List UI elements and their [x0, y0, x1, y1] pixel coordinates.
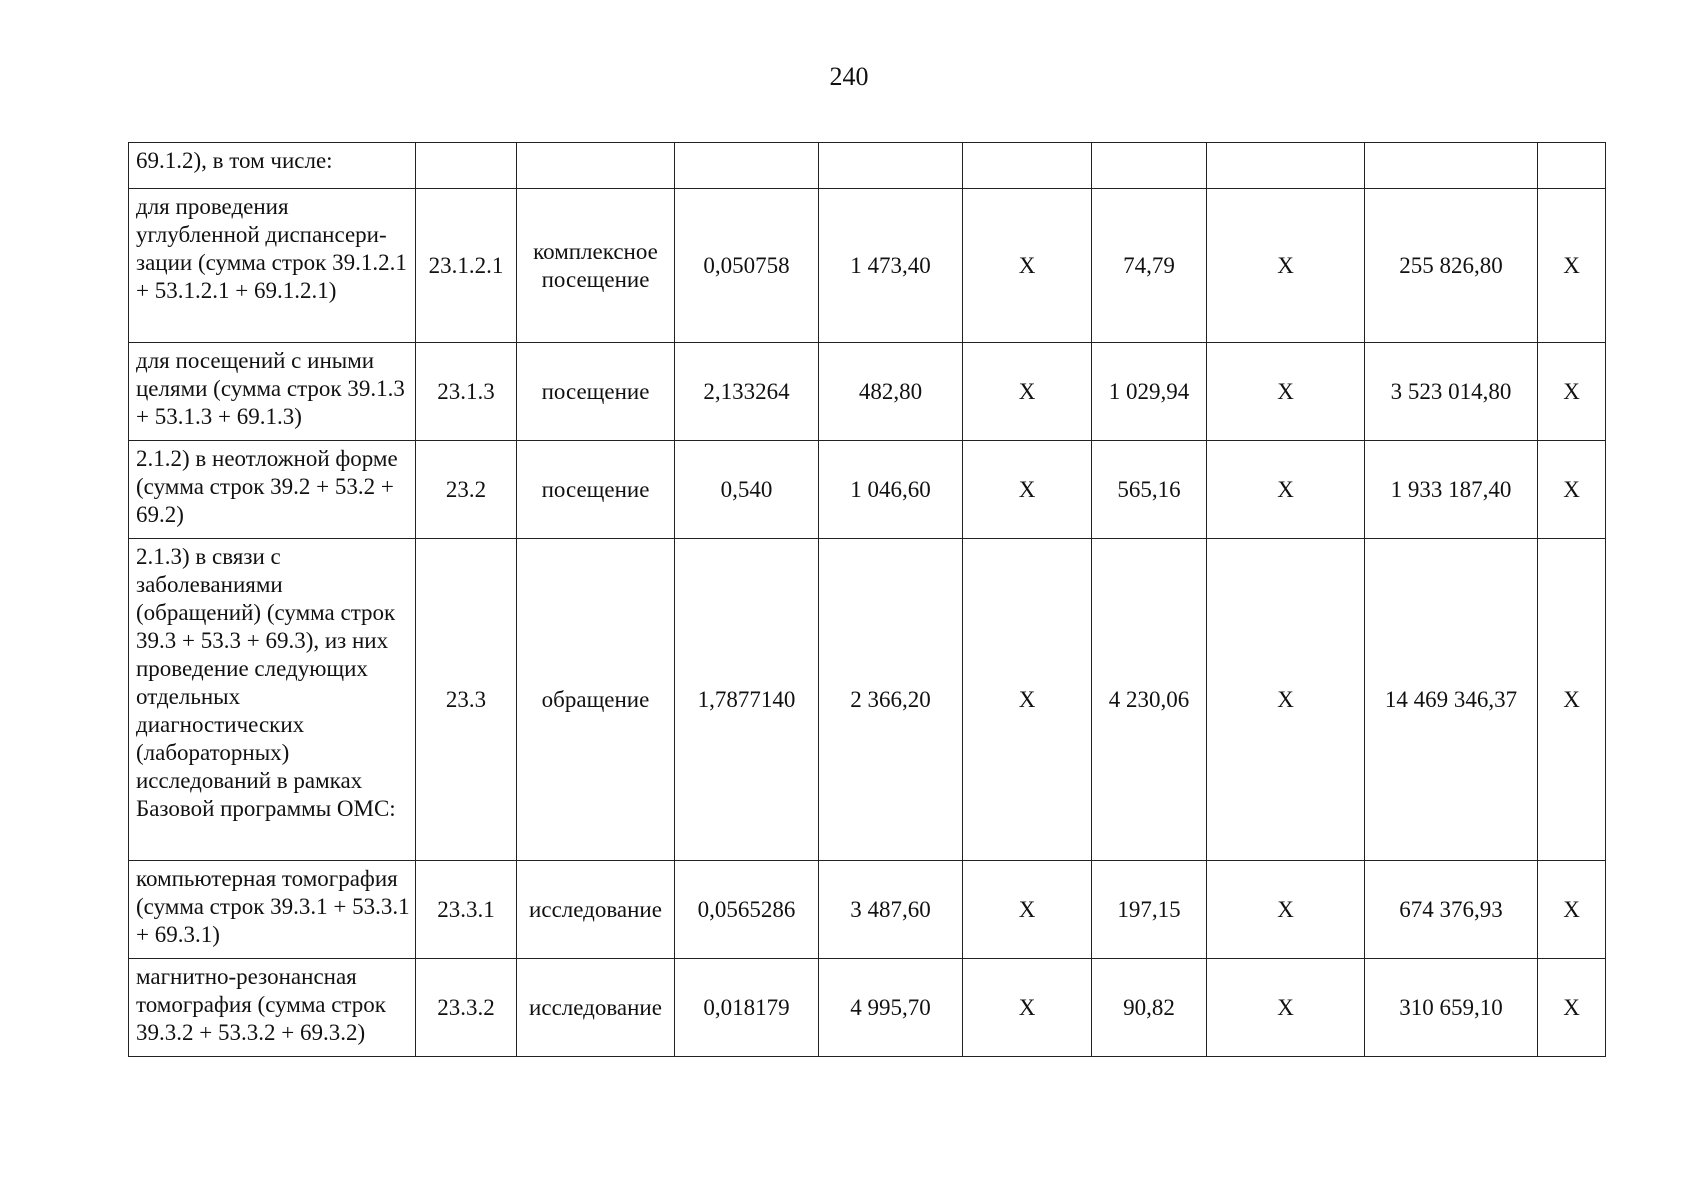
row-name-cell: для проведения углубленной диспансери-зации (сумма строк 39.1.2.1 + 53.1.2.1 + 69.1.2.1)	[129, 189, 416, 343]
row-value-cell: 0,050758	[675, 189, 819, 343]
table-row	[129, 189, 1606, 343]
data-table	[128, 142, 1606, 1057]
row-value-cell: 0,540	[675, 441, 819, 539]
row-value-cell	[819, 143, 963, 189]
row-code-cell: 23.3.2	[416, 959, 517, 1057]
row-code-cell: 23.1.2.1	[416, 189, 517, 343]
row-value-cell: 1 933 187,40	[1365, 441, 1538, 539]
row-code-cell	[416, 143, 517, 189]
row-value-cell: X	[1538, 441, 1606, 539]
table-row	[129, 861, 1606, 959]
row-value-cell: X	[963, 959, 1092, 1057]
row-value-cell: X	[1538, 189, 1606, 343]
row-value-cell: X	[1207, 861, 1365, 959]
row-value-cell: X	[963, 189, 1092, 343]
table-row	[129, 539, 1606, 861]
row-value-cell: 3 523 014,80	[1365, 343, 1538, 441]
row-value-cell: 74,79	[1092, 189, 1207, 343]
row-value-cell: X	[963, 539, 1092, 861]
row-unit-cell: исследование	[517, 959, 675, 1057]
row-value-cell: 3 487,60	[819, 861, 963, 959]
row-value-cell: X	[963, 343, 1092, 441]
row-value-cell: 1,7877140	[675, 539, 819, 861]
row-value-cell	[1207, 143, 1365, 189]
row-code-cell: 23.3	[416, 539, 517, 861]
table-row	[129, 143, 1606, 189]
row-value-cell: 0,0565286	[675, 861, 819, 959]
row-value-cell: X	[1538, 959, 1606, 1057]
row-value-cell: X	[1538, 539, 1606, 861]
row-unit-cell: исследование	[517, 861, 675, 959]
row-value-cell: X	[963, 861, 1092, 959]
row-name-cell: 2.1.2) в неотложной форме (сумма строк 39.2 + 53.2 + 69.2)	[129, 441, 416, 539]
row-value-cell: 565,16	[1092, 441, 1207, 539]
row-value-cell: X	[1207, 343, 1365, 441]
row-name-cell: 2.1.3) в связи с заболеваниями (обращений) (сумма строк 39.3 + 53.3 + 69.3), из них проведение следующих отдельных диагностических (лабораторных) исследований в рамках Базовой программы ОМС:	[129, 539, 416, 861]
row-value-cell: X	[1207, 539, 1365, 861]
row-value-cell: 310 659,10	[1365, 959, 1538, 1057]
row-value-cell: X	[1207, 189, 1365, 343]
row-value-cell: X	[1538, 343, 1606, 441]
row-code-cell: 23.2	[416, 441, 517, 539]
page-number: 240	[829, 62, 869, 91]
row-code-cell: 23.3.1	[416, 861, 517, 959]
row-unit-cell: посещение	[517, 441, 675, 539]
row-value-cell	[1092, 143, 1207, 189]
row-unit-cell: комплексное посещение	[517, 189, 675, 343]
row-value-cell: X	[1538, 861, 1606, 959]
row-value-cell: X	[1207, 441, 1365, 539]
row-name-cell: для посещений с иными целями (сумма строк 39.1.3 + 53.1.3 + 69.1.3)	[129, 343, 416, 441]
row-value-cell: X	[963, 441, 1092, 539]
row-value-cell: 4 230,06	[1092, 539, 1207, 861]
row-unit-cell	[517, 143, 675, 189]
table-row	[129, 343, 1606, 441]
table-row	[129, 959, 1606, 1057]
row-value-cell: 1 473,40	[819, 189, 963, 343]
row-value-cell: X	[1207, 959, 1365, 1057]
row-value-cell	[1538, 143, 1606, 189]
row-value-cell: 1 046,60	[819, 441, 963, 539]
row-value-cell	[963, 143, 1092, 189]
row-unit-cell: посещение	[517, 343, 675, 441]
row-value-cell: 14 469 346,37	[1365, 539, 1538, 861]
row-code-cell: 23.1.3	[416, 343, 517, 441]
row-value-cell: 4 995,70	[819, 959, 963, 1057]
row-unit-cell: обращение	[517, 539, 675, 861]
row-value-cell: 255 826,80	[1365, 189, 1538, 343]
row-name-cell: магнитно-резонансная томография (сумма строк 39.3.2 + 53.3.2 + 69.3.2)	[129, 959, 416, 1057]
row-value-cell	[1365, 143, 1538, 189]
row-value-cell: 674 376,93	[1365, 861, 1538, 959]
row-name-cell: 69.1.2), в том числе:	[129, 143, 416, 189]
row-value-cell: 2,133264	[675, 343, 819, 441]
row-value-cell	[675, 143, 819, 189]
row-value-cell: 90,82	[1092, 959, 1207, 1057]
row-value-cell: 2 366,20	[819, 539, 963, 861]
row-name-cell: компьютерная томография (сумма строк 39.3.1 + 53.3.1 + 69.3.1)	[129, 861, 416, 959]
row-value-cell: 1 029,94	[1092, 343, 1207, 441]
row-value-cell: 482,80	[819, 343, 963, 441]
table-row	[129, 441, 1606, 539]
row-value-cell: 197,15	[1092, 861, 1207, 959]
row-value-cell: 0,018179	[675, 959, 819, 1057]
